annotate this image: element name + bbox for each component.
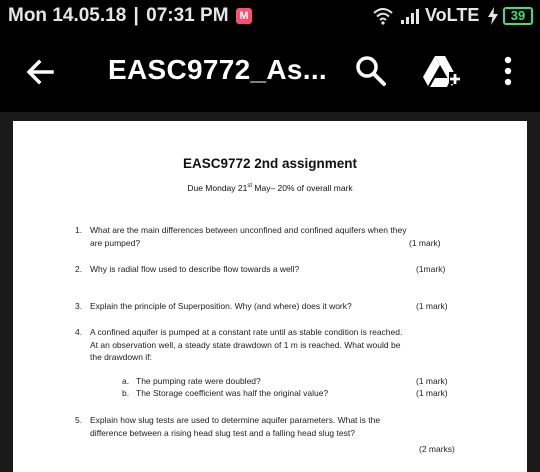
status-bar (0, 0, 540, 32)
charging-icon (487, 7, 499, 25)
question-mark-value: (1 mark) (416, 388, 448, 398)
question-mark-value: (2 marks) (419, 444, 455, 454)
document-subheading: Due Monday 21st May– 20% of overall mark (187, 183, 353, 193)
wifi-icon (373, 7, 393, 25)
question-mark-value: (1 mark) (416, 376, 448, 386)
battery-icon: 39 (503, 7, 533, 25)
question-3: 3. Explain the principle of Superposition. Why (and where) does it work? (1 mark) (75, 301, 448, 311)
network-type-label: VoLTE (425, 5, 480, 25)
status-time: 07:31 PM (146, 5, 229, 26)
document-title: EASC9772_As... (108, 54, 327, 85)
back-arrow-icon[interactable] (22, 54, 58, 90)
question-5: 5. Explain how slug tests are used to determine aquifer parameters. What is the difference between a rising head slug test and a falling head slug test? (2 marks) (75, 415, 455, 454)
question-2: 2. Why is radial flow used to describe flow towards a well? (1mark) (75, 264, 446, 274)
document-viewer[interactable] (0, 112, 540, 472)
question-4a: a. The pumping rate were doubled? (1 mark) (122, 376, 448, 386)
status-datetime (8, 5, 229, 27)
question-1: 1. What are the main differences between unconfined and confined aquifers when they are pumped? (1 mark) (75, 225, 441, 248)
more-vert-icon[interactable] (497, 54, 519, 88)
question-4b: b. The Storage coefficient was half the original value? (1 mark) (122, 388, 448, 398)
app-bar (0, 32, 540, 112)
question-mark-value: (1mark) (416, 264, 446, 274)
document-heading: EASC9772 2nd assignment (182, 156, 358, 171)
status-date: Mon 14.05.18 (8, 5, 127, 26)
status-separator: | (128, 5, 145, 26)
question-mark-value: (1 mark) (416, 301, 448, 311)
question-4: 4. A confined aquifer is pumped at a constant rate until as stable condition is reached. At an observation well, a steady state drawdown of 1 m is reached. What would be the drawdown if: (75, 327, 403, 362)
signal-icon (400, 8, 422, 24)
question-mark-value: (1 mark) (409, 237, 441, 248)
notification-app-icon (236, 8, 252, 24)
google-drive-add-icon[interactable] (423, 54, 461, 88)
document-page (13, 121, 527, 472)
search-icon[interactable] (354, 54, 388, 88)
